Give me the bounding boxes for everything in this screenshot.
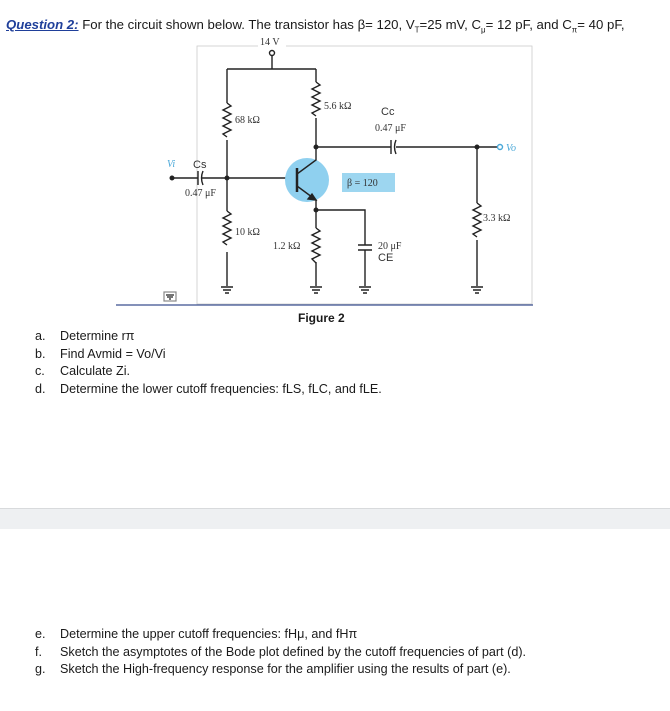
question-text: For the circuit shown below. The transistor has β= 120, V xyxy=(78,17,415,32)
ground-icon xyxy=(310,287,322,293)
ce-value: 20 μF xyxy=(378,241,402,252)
cc-value: 0.47 μF xyxy=(375,123,406,134)
question-parts-list xyxy=(35,328,382,398)
item-text: Calculate Zi. xyxy=(60,364,130,378)
page-break xyxy=(0,508,670,529)
resistor-r2 xyxy=(223,211,231,245)
question-text-2: =25 mV, C xyxy=(419,17,481,32)
list-item xyxy=(35,363,382,381)
cmu-subscript: μ xyxy=(481,25,486,35)
item-letter: d. xyxy=(35,381,46,396)
item-letter: b. xyxy=(35,346,46,361)
transistor-highlight xyxy=(285,158,329,202)
rc-label: 5.6 kΩ xyxy=(324,101,352,112)
item-letter: a. xyxy=(35,329,46,343)
item-text: Find Avmid = Vo/Vi xyxy=(60,346,166,361)
capacitor-ce xyxy=(358,245,372,250)
item-letter: f. xyxy=(35,644,42,659)
list-item xyxy=(35,328,382,346)
item-letter: c. xyxy=(35,364,45,378)
question-parts-list-2 xyxy=(35,626,526,679)
item-letter: g. xyxy=(35,662,46,676)
vi-label: Vi xyxy=(167,159,176,170)
ground-icon xyxy=(359,287,371,293)
vo-label: Vo xyxy=(506,143,516,154)
top-rail xyxy=(227,56,316,69)
resistor-r1 xyxy=(223,103,231,137)
figure-caption: Figure 2 xyxy=(298,311,345,325)
ground-icon xyxy=(164,292,176,301)
re-label: 1.2 kΩ xyxy=(273,241,301,252)
resistor-re xyxy=(312,228,320,263)
circuit-diagram xyxy=(0,0,670,330)
ground-icon xyxy=(221,287,233,293)
item-text: Sketch the High-frequency response for the amplifier using the results of part (e). xyxy=(60,662,511,676)
item-text: Sketch the asymptotes of the Bode plot defined by the cutoff frequencies of part (d). xyxy=(60,644,527,659)
vt-subscript: T xyxy=(414,25,420,35)
question-text-3: = 12 pF, and C xyxy=(485,17,572,32)
rl-label: 3.3 kΩ xyxy=(483,213,511,224)
cc-name: Cc xyxy=(381,106,395,118)
output-terminal xyxy=(498,145,503,150)
question-label: Question 2: xyxy=(6,17,79,32)
capacitor-cc xyxy=(391,140,396,154)
cs-name: Cs xyxy=(193,159,207,171)
question-text-4: = 40 pF, xyxy=(577,17,625,32)
supply-terminal xyxy=(270,51,275,56)
r2-label: 10 kΩ xyxy=(235,227,260,238)
resistor-rc xyxy=(312,82,320,116)
list-item xyxy=(35,661,526,679)
r1-label: 68 kΩ xyxy=(235,115,260,126)
beta-label: β = 120 xyxy=(347,178,378,189)
supply-label: 14 V xyxy=(260,37,280,48)
item-text: Determine the lower cutoff frequencies: fLS, fLC, and fLE. xyxy=(60,381,382,396)
list-item xyxy=(35,644,526,662)
resistor-rl xyxy=(473,203,481,237)
list-item xyxy=(35,381,382,399)
ce-name: CE xyxy=(378,252,394,264)
cpi-subscript: π xyxy=(571,25,578,35)
item-letter: e. xyxy=(35,627,46,641)
item-text: Determine rπ xyxy=(60,329,135,343)
item-text: Determine the upper cutoff frequencies: fHμ, and fHπ xyxy=(60,627,358,641)
list-item xyxy=(35,626,526,644)
ground-icon xyxy=(471,287,483,293)
list-item xyxy=(35,346,382,364)
cs-value: 0.47 μF xyxy=(185,188,216,199)
